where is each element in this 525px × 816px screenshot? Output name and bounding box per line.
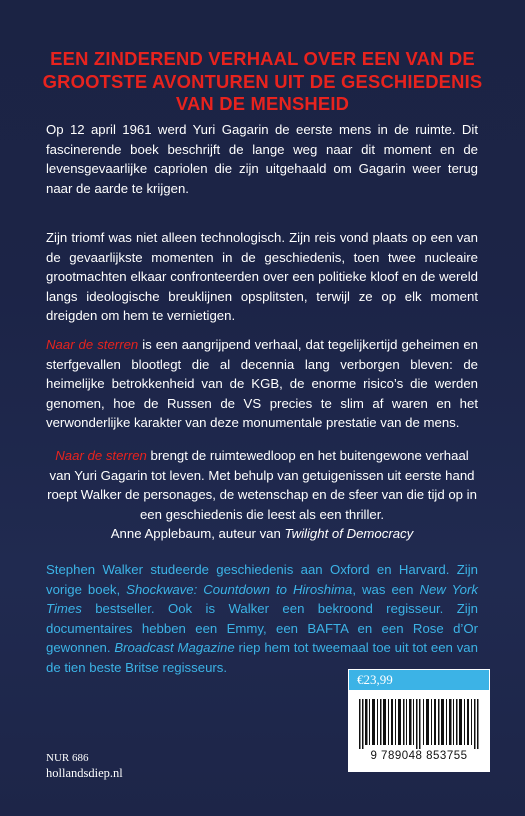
paragraph-triumph: Zijn triomf was niet alleen technologisch. Zijn reis vond plaats op een van de gevaarlijkste momenten in de geschiedenis, toen twee nucleaire grootmachten elkaar confronteerden over een politieke kloof en de wereld langs ideologische breuklijnen opsplitsten, terwijl ze op elk moment dreigden om hem te vernietigen. — [46, 230, 478, 324]
publisher-website: hollandsdiep.nl — [46, 766, 123, 780]
nur-code: NUR 686 — [46, 752, 89, 764]
headline — [40, 48, 485, 116]
author-bio-s4: riep hem tot tweemaal toe uit tot een van de tien beste Britse regisseurs. — [46, 640, 478, 675]
quote-attribution: Anne Applebaum, auteur van — [110, 526, 285, 542]
barcode-panel — [348, 690, 490, 772]
author-bio-s3: bestseller. Ook is Walker een bekroond regisseur. Zijn documentaires hebben een Emmy, een BAFTA en een Rose d’Or gewonnen. — [46, 601, 478, 656]
quote-source: Twilight of Democracy — [284, 526, 414, 542]
isbn-number: 9 789048 853755 — [370, 750, 468, 762]
author-bio-s2: , was een — [352, 581, 420, 597]
author-newspaper: New York Times — [46, 581, 478, 617]
paragraph-summary — [46, 335, 478, 433]
barcode-icon — [357, 699, 481, 749]
price-label: €23,99 — [357, 672, 393, 687]
price-tag — [348, 669, 490, 691]
quote-text: brengt de ruimtewedloop en het buitengewone verhaal van Yuri Gagarin tot leven. Met behulp van getuigenissen uit eerste hand roept Walker de personages, de wetenschap en de sfeer van die tijd op in een geschiedenis die leest als een thriller. — [47, 448, 477, 522]
paragraph-intro: Op 12 april 1961 werd Yuri Gagarin de eerste mens in de ruimte. Dit fascinerende boek beschrijft de lange weg naar dit moment en de levensgevaarlijke capriolen die zijn uitgehaald om Gagarin weer terug naar de aarde te krijgen. — [46, 122, 478, 196]
headline-line-3: VAN DE MENSHEID — [175, 93, 350, 114]
author-bio-s1: Stephen Walker studeerde geschiedenis aan Oxford en Harvard. Zijn vorige boek, — [46, 562, 478, 597]
book-title-mention: Naar de sterren — [46, 337, 139, 352]
headline-line-2: GROOTSTE AVONTUREN UIT DE GESCHIEDENIS — [42, 70, 483, 92]
paragraph-summary-text: is een aangrijpend verhaal, dat tegelijkertijd geheimen en sterfgevallen blootlegt die al decennia lang verborgen bleven: de heimelijke betrokkenheid van de KGB, de enorme risico’s die werden genomen, hoe de Russen de VS precies te slim af waren en het verwonderlijke karakter van deze monumentale prestatie van de mens. — [46, 337, 479, 431]
author-bio — [46, 560, 478, 678]
quote-book-title: Naar de sterren — [55, 448, 147, 463]
author-previous-book: Shockwave: Countdown to Hiroshima — [126, 581, 353, 597]
review-quote — [46, 446, 478, 544]
author-magazine: Broadcast Magazine — [114, 640, 235, 656]
headline-line-1: EEN ZINDEREND VERHAAL OVER EEN VAN DE — [50, 48, 475, 69]
